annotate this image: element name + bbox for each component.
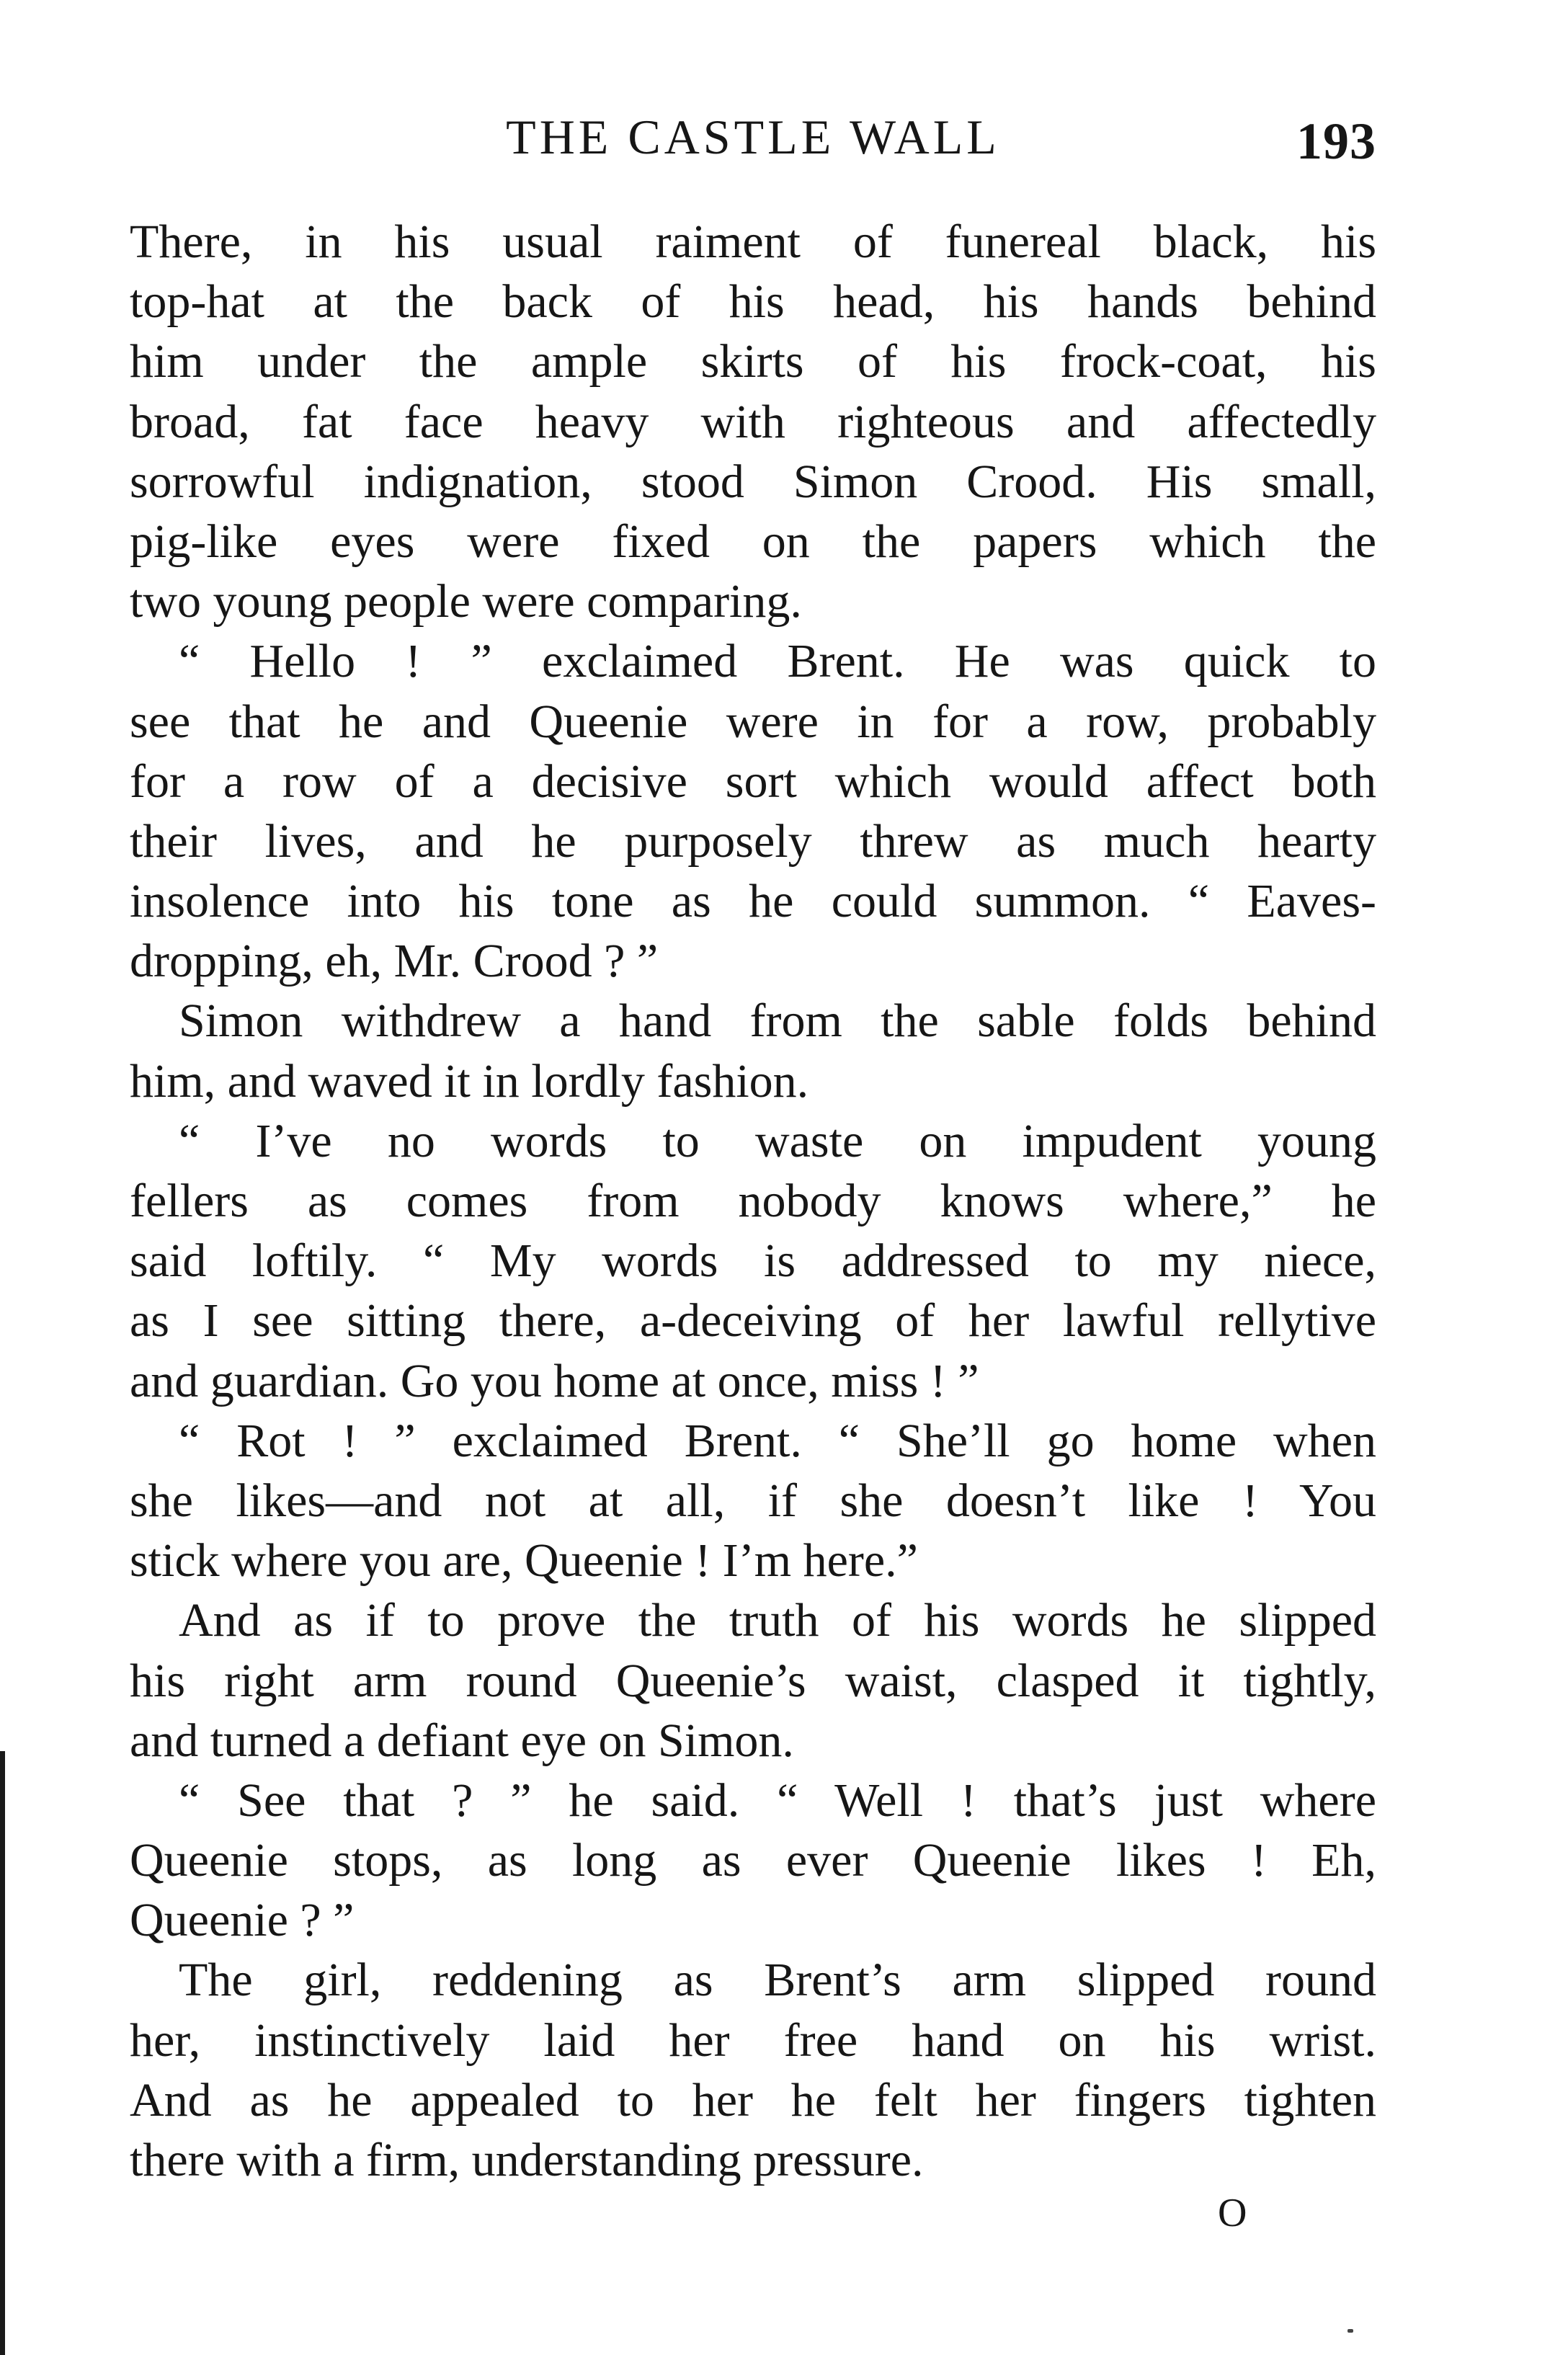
text-line: Queenie stops, as long as ever Queenie likes ! Eh,: [130, 1834, 1376, 1887]
text-line: her, instinctively laid her free hand on his wrist.: [130, 2013, 1376, 2067]
text-line: see that he and Queenie were in for a row, probably: [130, 695, 1376, 748]
text-line: The girl, reddening as Brent’s arm slipped round: [179, 1954, 1376, 2007]
text-line: him under the ample skirts of his frock-coat, his: [130, 335, 1376, 388]
text-line: “ Hello ! ” exclaimed Brent. He was quick to: [179, 635, 1376, 688]
text-line: fellers as comes from nobody knows where,” he: [130, 1175, 1376, 1227]
text-line: “ See that ? ” he said. “ Well ! that’s just where: [179, 1773, 1376, 1827]
running-title: THE CASTLE WALL: [506, 110, 1000, 164]
text-line: him, and waved it in lordly fashion.: [130, 1054, 809, 1108]
text-line: and turned a defiant eye on Simon.: [130, 1714, 794, 1767]
running-header: [130, 108, 1376, 170]
text-line: There, in his usual raiment of funereal black, his: [130, 215, 1376, 268]
text-line: pig-like eyes were fixed on the papers which the: [130, 515, 1376, 568]
text-line: top-hat at the back of his head, his hands behind: [130, 275, 1376, 329]
text-line: and guardian. Go you home at once, miss ! ”: [130, 1354, 979, 1407]
text-line: stick where you are, Queenie ! I’m here.”: [130, 1534, 918, 1588]
page-number: 193: [1296, 112, 1376, 170]
text-line: there with a firm, understanding pressure.: [130, 2134, 924, 2186]
text-line: as I see sitting there, a-deceiving of her lawful rellytive: [130, 1294, 1376, 1348]
text-line: dropping, eh, Mr. Crood ? ”: [130, 935, 659, 988]
text-line: “ Rot ! ” exclaimed Brent. “ She’ll go home when: [179, 1414, 1376, 1467]
text-line: And as if to prove the truth of his words he slipped: [179, 1594, 1376, 1647]
signature-mark: O: [1218, 2191, 1247, 2235]
text-line: Queenie ? ”: [130, 1894, 355, 1947]
text-line: broad, fat face heavy with righteous and affectedly: [130, 395, 1376, 448]
paper-speck: [1348, 2329, 1353, 2333]
text-line: she likes—and not at all, if she doesn’t like ! You: [130, 1474, 1376, 1527]
text-line: said loftily. “ My words is addressed to my niece,: [130, 1234, 1376, 1288]
body-text: [130, 212, 1376, 2190]
text-line: sorrowful indignation, stood Simon Crood. His small,: [130, 455, 1376, 508]
text-line: for a row of a decisive sort which would affect both: [130, 754, 1376, 808]
text-line: his right arm round Queenie’s waist, clasped it tightly,: [130, 1654, 1376, 1707]
text-line: insolence into his tone as he could summon. “ Eaves-: [130, 875, 1376, 928]
page-binding-shadow: [0, 1751, 5, 2355]
text-line: And as he appealed to her he felt her fingers tighten: [130, 2073, 1376, 2127]
text-line: two young people were comparing.: [130, 575, 802, 628]
text-line: Simon withdrew a hand from the sable folds behind: [179, 994, 1376, 1048]
text-line: “ I’ve no words to waste on impudent young: [179, 1114, 1376, 1167]
text-line: their lives, and he purposely threw as much hearty: [130, 814, 1376, 868]
